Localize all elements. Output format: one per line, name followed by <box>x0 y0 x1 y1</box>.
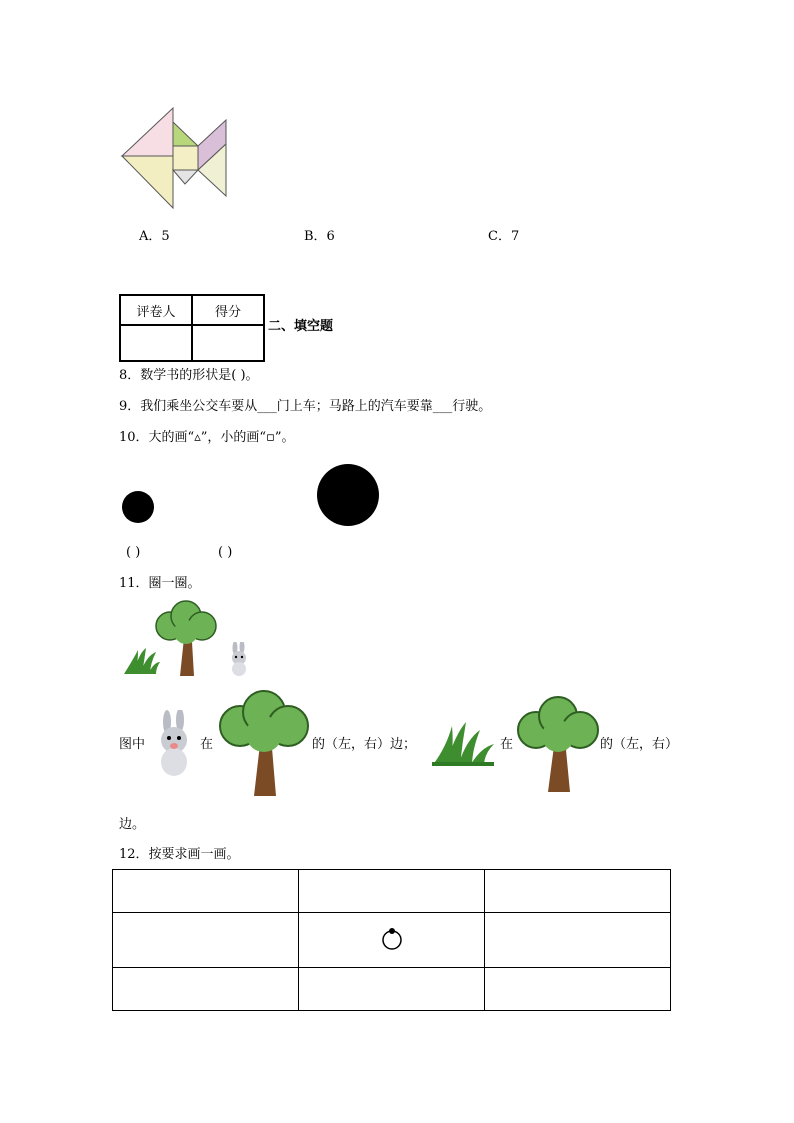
answer-blank-small[interactable]: ( ) <box>126 545 141 560</box>
q11-at-1: 在 <box>200 737 214 752</box>
option-c: C．7 <box>488 229 520 244</box>
tangram-yellow-triangle <box>122 156 173 208</box>
grid-cell-center[interactable] <box>299 913 485 968</box>
score-label: 得分 <box>192 295 264 325</box>
grid-cell[interactable] <box>485 913 671 968</box>
tangram-square <box>173 146 198 170</box>
question-8: 8．数学书的形状是( )。 <box>119 368 259 383</box>
score-cell[interactable] <box>192 325 264 361</box>
tree-icon <box>216 690 312 800</box>
grid-cell[interactable] <box>485 968 671 1011</box>
tangram-pink-triangle <box>122 108 173 156</box>
option-b: B．6 <box>304 229 335 244</box>
question-9: 9．我们乘坐公交车要从___门上车；马路上的汽车要靠___行驶。 <box>119 399 492 414</box>
tangram-grey-triangle <box>173 170 198 184</box>
q11-prefix: 图中 <box>119 737 146 752</box>
question-11: 11．圈一圈。 <box>119 576 201 591</box>
q11-tail: 边。 <box>119 817 146 832</box>
drawing-grid <box>112 869 671 1011</box>
grass-icon <box>432 722 498 768</box>
section-title: 二、填空题 <box>268 319 334 334</box>
grid-cell[interactable] <box>113 913 299 968</box>
tangram-fish-figure <box>118 104 230 212</box>
question-10: 10．大的画“▵”，小的画“▫”。 <box>119 430 295 445</box>
grid-cell[interactable] <box>113 968 299 1011</box>
tangram-green-triangle <box>173 122 198 146</box>
large-black-circle <box>316 463 380 527</box>
reviewer-label: 评卷人 <box>120 295 192 325</box>
scene-rabbit-small <box>226 642 252 678</box>
q11-choice-2[interactable]: 的（左，右） <box>600 737 679 752</box>
small-black-circle <box>121 490 155 524</box>
rabbit-icon <box>150 710 200 780</box>
score-box <box>119 294 265 362</box>
question-12: 12．按要求画一画。 <box>119 847 240 862</box>
grid-cell[interactable] <box>113 870 299 913</box>
reviewer-cell[interactable] <box>120 325 192 361</box>
option-a: A．5 <box>139 229 170 244</box>
answer-blank-large[interactable]: ( ) <box>218 545 233 560</box>
q11-at-2: 在 <box>500 737 514 752</box>
circle-with-dot-icon <box>380 925 404 951</box>
q11-choice-1[interactable]: 的（左，右）边； <box>312 737 417 752</box>
tree-icon-2 <box>514 696 602 796</box>
scene-tree-small <box>150 600 222 680</box>
grid-cell[interactable] <box>485 870 671 913</box>
grid-cell[interactable] <box>299 968 485 1011</box>
grid-cell[interactable] <box>299 870 485 913</box>
